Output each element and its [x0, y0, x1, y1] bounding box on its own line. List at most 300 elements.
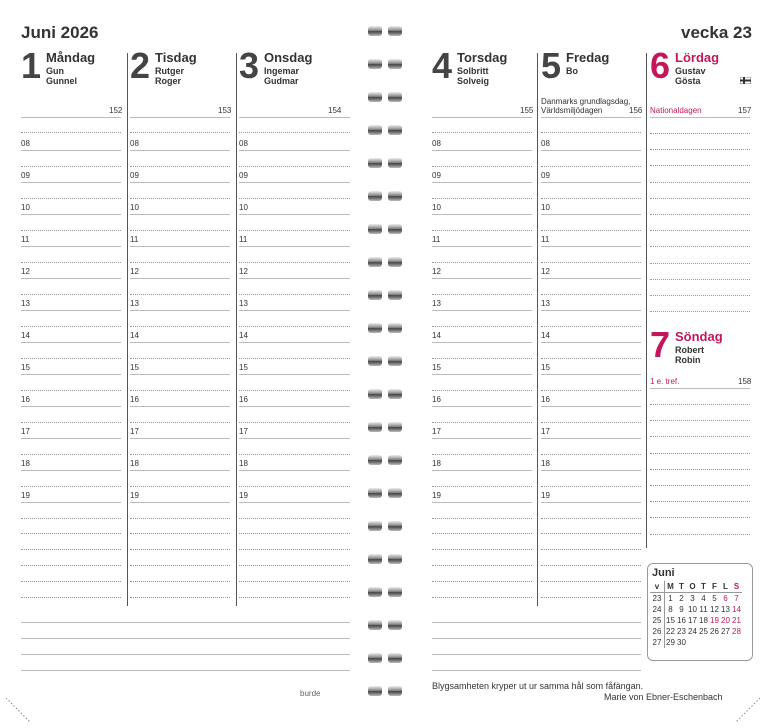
- mini-date-cell: 16: [677, 616, 686, 625]
- hour-label: 19: [432, 491, 441, 500]
- mini-date-cell: 28: [732, 627, 741, 636]
- half-hour-line: [541, 422, 641, 423]
- half-hour-line: [130, 422, 230, 423]
- half-hour-line: [21, 390, 121, 391]
- mini-date-cell: 17: [688, 616, 697, 625]
- spiral-ring: [368, 223, 404, 235]
- hour-line: [541, 246, 641, 247]
- mini-head-cell: O: [687, 581, 698, 593]
- half-hour-line: [130, 358, 230, 359]
- half-hour-line: [21, 166, 121, 167]
- spiral-ring: [368, 91, 404, 103]
- half-hour-line: [21, 262, 121, 263]
- note-line: [432, 549, 532, 550]
- day-of-year: 157: [738, 106, 752, 115]
- half-hour-line: [239, 326, 350, 327]
- half-hour-line: [541, 198, 641, 199]
- hour-label: 14: [541, 331, 550, 340]
- day-top-rule: [432, 117, 532, 118]
- hour-line: [130, 278, 230, 279]
- column-divider: [537, 53, 538, 606]
- half-hour-line: [541, 230, 641, 231]
- bottom-note-line: [432, 654, 641, 655]
- hour-label: 18: [432, 459, 441, 468]
- day-top-rule: [239, 117, 350, 118]
- day-top-rule: [21, 117, 121, 118]
- day-number: 6: [650, 45, 670, 86]
- half-hour-line: [541, 132, 641, 133]
- bottom-note-line: [21, 670, 350, 671]
- half-hour-line: [130, 262, 230, 263]
- hour-line: [130, 502, 230, 503]
- name-day-1: Robert: [675, 345, 704, 355]
- name-day-2: Roger: [155, 76, 182, 86]
- hour-line: [541, 374, 641, 375]
- day-of-year: 155: [520, 106, 534, 115]
- mini-date-cell: 19: [710, 616, 719, 625]
- note-line: [239, 533, 350, 534]
- hour-line: [432, 182, 532, 183]
- mini-date-cell: 25: [699, 627, 708, 636]
- hour-line: [432, 470, 532, 471]
- name-day-1: Ingemar: [264, 66, 300, 76]
- hour-label: 16: [432, 395, 441, 404]
- hour-line: [239, 406, 350, 407]
- half-hour-line: [130, 294, 230, 295]
- quote-author: Marie von Ebner-Eschenbach: [604, 692, 723, 702]
- column-divider: [236, 53, 237, 606]
- mini-date-cell: [698, 637, 709, 648]
- holiday-text: Nationaldagen: [650, 106, 702, 115]
- half-hour-line: [21, 486, 121, 487]
- hour-line: [541, 150, 641, 151]
- half-hour-line: [130, 230, 230, 231]
- hour-label: 10: [130, 203, 139, 212]
- half-hour-line: [432, 326, 532, 327]
- hour-label: 12: [541, 267, 550, 276]
- hour-line: [541, 278, 641, 279]
- half-hour-line: [130, 518, 230, 519]
- spiral-ring: [368, 25, 404, 37]
- day-top-rule: [650, 388, 750, 389]
- hour-label: 17: [21, 427, 30, 436]
- half-hour-line: [541, 486, 641, 487]
- note-line: [130, 581, 230, 582]
- hour-label: 11: [541, 235, 550, 244]
- note-line: [541, 565, 641, 566]
- hour-label: 18: [541, 459, 550, 468]
- note-line: [239, 597, 350, 598]
- mini-date-cell: 26: [710, 627, 719, 636]
- column-divider: [646, 53, 647, 548]
- hour-label: 17: [239, 427, 248, 436]
- hour-line: [239, 214, 350, 215]
- half-hour-line: [432, 132, 532, 133]
- hour-label: 11: [432, 235, 441, 244]
- mini-date-cell: 2: [679, 594, 684, 603]
- mini-date-cell: 14: [732, 605, 741, 614]
- half-hour-line: [130, 166, 230, 167]
- note-line: [21, 565, 121, 566]
- note-line: [650, 246, 750, 247]
- mini-calendar-title: Juni: [652, 567, 675, 579]
- mini-head-cell: M: [665, 581, 677, 593]
- half-hour-line: [130, 454, 230, 455]
- half-hour-line: [21, 518, 121, 519]
- spiral-ring: [368, 553, 404, 565]
- bottom-note-line: [432, 638, 641, 639]
- bottom-note-line: [432, 622, 641, 623]
- hour-line: [130, 310, 230, 311]
- hour-label: 19: [130, 491, 139, 500]
- hour-label: 08: [541, 139, 550, 148]
- day-name: Lördag: [675, 50, 720, 65]
- hour-line: [432, 214, 532, 215]
- mini-date-cell: 8: [668, 605, 673, 614]
- half-hour-line: [432, 358, 532, 359]
- half-hour-line: [239, 132, 350, 133]
- hour-label: 13: [239, 299, 248, 308]
- mini-date-cell: 5: [712, 594, 717, 603]
- month-year-title: Juni 2026: [21, 23, 99, 42]
- hour-line: [432, 150, 532, 151]
- day-name: Torsdag: [457, 50, 508, 65]
- hour-label: 13: [21, 299, 30, 308]
- half-hour-line: [239, 166, 350, 167]
- hour-label: 17: [541, 427, 550, 436]
- spiral-ring: [368, 685, 404, 697]
- day-number: 5: [541, 45, 561, 86]
- note-line: [650, 485, 750, 486]
- hour-label: 16: [21, 395, 30, 404]
- half-hour-line: [21, 198, 121, 199]
- mini-head-cell: T: [676, 581, 687, 593]
- quote-text: Blygsamheten kryper ut ur samma hål som fåfängan.: [432, 681, 644, 691]
- day-number: 1: [21, 45, 41, 86]
- note-line: [541, 533, 641, 534]
- hour-label: 15: [21, 363, 30, 372]
- note-line: [130, 549, 230, 550]
- hour-label: 14: [21, 331, 30, 340]
- spiral-ring: [368, 124, 404, 136]
- hour-line: [432, 246, 532, 247]
- hour-line: [239, 470, 350, 471]
- note-line: [650, 230, 750, 231]
- half-hour-line: [239, 454, 350, 455]
- half-hour-line: [432, 166, 532, 167]
- mini-date-cell: [731, 637, 742, 648]
- half-hour-line: [130, 486, 230, 487]
- name-day-2: Solveig: [457, 76, 490, 86]
- hour-line: [239, 374, 350, 375]
- spiral-ring: [368, 190, 404, 202]
- hour-line: [21, 342, 121, 343]
- mini-date-cell: 27: [721, 627, 730, 636]
- name-day-2: Gösta: [675, 76, 701, 86]
- hour-line: [21, 438, 121, 439]
- note-line: [541, 581, 641, 582]
- half-hour-line: [21, 132, 121, 133]
- note-line: [650, 469, 750, 470]
- note-line: [541, 549, 641, 550]
- hour-label: 17: [130, 427, 139, 436]
- note-line: [650, 182, 750, 183]
- half-hour-line: [21, 230, 121, 231]
- hour-label: 13: [541, 299, 550, 308]
- hour-line: [239, 342, 350, 343]
- half-hour-line: [541, 262, 641, 263]
- spiral-ring: [368, 586, 404, 598]
- day-name: Fredag: [566, 50, 610, 65]
- hour-label: 09: [239, 171, 248, 180]
- half-hour-line: [239, 358, 350, 359]
- hour-line: [21, 502, 121, 503]
- hour-label: 19: [239, 491, 248, 500]
- mini-week-cell: 25: [650, 615, 665, 626]
- hour-line: [130, 246, 230, 247]
- mini-date-cell: [709, 637, 720, 648]
- name-day-2: Gunnel: [46, 76, 77, 86]
- half-hour-line: [239, 518, 350, 519]
- spiral-ring: [368, 454, 404, 466]
- hour-label: 13: [130, 299, 139, 308]
- column-divider: [127, 53, 128, 606]
- hour-line: [541, 182, 641, 183]
- mini-date-cell: 3: [690, 594, 695, 603]
- bottom-note-line: [432, 670, 641, 671]
- hour-label: 15: [239, 363, 248, 372]
- mini-date-cell: 11: [699, 605, 708, 614]
- name-day-1: Gustav: [675, 66, 706, 76]
- mini-calendar-table: [650, 581, 742, 648]
- name-day-2: Gudmar: [264, 76, 299, 86]
- day-of-year: 156: [629, 106, 643, 115]
- half-hour-line: [239, 422, 350, 423]
- mini-calendar: [647, 563, 753, 661]
- bottom-note-line: [21, 622, 350, 623]
- half-hour-line: [432, 486, 532, 487]
- spiral-binding: [362, 0, 410, 728]
- half-hour-line: [541, 294, 641, 295]
- day-of-year: 154: [328, 106, 342, 115]
- mini-week-cell: 23: [650, 593, 665, 605]
- note-line: [650, 295, 750, 296]
- mini-date-cell: 29: [666, 638, 675, 647]
- mini-date-cell: [687, 637, 698, 648]
- hour-label: 14: [239, 331, 248, 340]
- hour-line: [541, 342, 641, 343]
- note-line: [650, 165, 750, 166]
- hour-label: 19: [21, 491, 30, 500]
- half-hour-line: [130, 390, 230, 391]
- spiral-ring: [368, 487, 404, 499]
- note-line: [21, 597, 121, 598]
- note-line: [21, 533, 121, 534]
- note-line: [650, 453, 750, 454]
- spiral-ring: [368, 322, 404, 334]
- mini-date-cell: 6: [723, 594, 728, 603]
- half-hour-line: [432, 230, 532, 231]
- hour-line: [21, 214, 121, 215]
- hour-label: 09: [541, 171, 550, 180]
- hour-label: 10: [21, 203, 30, 212]
- mini-date-cell: 21: [732, 616, 741, 625]
- hour-label: 10: [239, 203, 248, 212]
- half-hour-line: [21, 294, 121, 295]
- note-line: [650, 501, 750, 502]
- hour-line: [541, 214, 641, 215]
- spiral-ring: [368, 157, 404, 169]
- holiday-text: 1 e. tref.: [650, 377, 680, 386]
- half-hour-line: [432, 518, 532, 519]
- hour-line: [239, 150, 350, 151]
- hour-line: [130, 150, 230, 151]
- note-line: [130, 565, 230, 566]
- hour-label: 08: [239, 139, 248, 148]
- note-line: [650, 436, 750, 437]
- hour-label: 11: [239, 235, 248, 244]
- hour-label: 15: [432, 363, 441, 372]
- hour-line: [432, 342, 532, 343]
- note-line: [21, 581, 121, 582]
- hour-label: 14: [130, 331, 139, 340]
- note-line: [239, 549, 350, 550]
- half-hour-line: [432, 262, 532, 263]
- mini-date-cell: 1: [668, 594, 673, 603]
- hour-line: [21, 406, 121, 407]
- mini-date-cell: 4: [701, 594, 706, 603]
- hour-line: [239, 502, 350, 503]
- hour-line: [130, 438, 230, 439]
- hour-label: 19: [541, 491, 550, 500]
- day-name: Tisdag: [155, 50, 197, 65]
- day-number: 3: [239, 45, 259, 86]
- hour-label: 13: [432, 299, 441, 308]
- mini-head-cell: v: [650, 581, 665, 593]
- half-hour-line: [541, 326, 641, 327]
- hour-line: [21, 150, 121, 151]
- day-number: 2: [130, 45, 150, 86]
- hour-label: 15: [541, 363, 550, 372]
- hour-line: [432, 278, 532, 279]
- hour-line: [541, 310, 641, 311]
- hour-line: [21, 374, 121, 375]
- hour-line: [239, 246, 350, 247]
- half-hour-line: [239, 230, 350, 231]
- note-line: [130, 597, 230, 598]
- note-line: [541, 597, 641, 598]
- hour-label: 12: [130, 267, 139, 276]
- half-hour-line: [130, 326, 230, 327]
- mini-date-cell: 24: [688, 627, 697, 636]
- left-page: [0, 0, 372, 728]
- half-hour-line: [541, 518, 641, 519]
- mini-week-cell: 27: [650, 637, 665, 648]
- half-hour-line: [432, 198, 532, 199]
- holiday-text: Danmarks grundlagsdag, Världsmiljödagen: [541, 97, 631, 115]
- hour-label: 17: [432, 427, 441, 436]
- hour-label: 16: [239, 395, 248, 404]
- hour-line: [541, 502, 641, 503]
- note-line: [432, 597, 532, 598]
- day-number: 4: [432, 45, 452, 86]
- hour-label: 16: [130, 395, 139, 404]
- mini-week-cell: 26: [650, 626, 665, 637]
- hour-label: 08: [432, 139, 441, 148]
- name-day-1: Rutger: [155, 66, 184, 76]
- hour-label: 12: [239, 267, 248, 276]
- spiral-ring: [368, 58, 404, 70]
- spiral-ring: [368, 652, 404, 664]
- note-line: [650, 263, 750, 264]
- name-day-1: Gun: [46, 66, 64, 76]
- note-line: [650, 517, 750, 518]
- note-line: [650, 534, 750, 535]
- hour-label: 11: [21, 235, 30, 244]
- spiral-ring: [368, 355, 404, 367]
- hour-line: [541, 470, 641, 471]
- half-hour-line: [432, 390, 532, 391]
- hour-line: [239, 182, 350, 183]
- hour-label: 16: [541, 395, 550, 404]
- note-line: [130, 533, 230, 534]
- day-top-rule: [541, 117, 641, 118]
- half-hour-line: [130, 132, 230, 133]
- perforated-corner-right: [736, 698, 766, 728]
- spiral-ring: [368, 256, 404, 268]
- note-line: [650, 149, 750, 150]
- day-of-year: 152: [109, 106, 123, 115]
- swedish-flag-icon: [740, 77, 751, 84]
- note-line: [432, 565, 532, 566]
- mini-date-cell: 18: [699, 616, 708, 625]
- half-hour-line: [541, 358, 641, 359]
- hour-label: 12: [21, 267, 30, 276]
- mini-date-cell: 12: [710, 605, 719, 614]
- hour-label: 15: [130, 363, 139, 372]
- spiral-ring: [368, 421, 404, 433]
- hour-line: [432, 502, 532, 503]
- day-of-year: 158: [738, 377, 752, 386]
- hour-label: 08: [130, 139, 139, 148]
- note-line: [21, 549, 121, 550]
- hour-label: 09: [432, 171, 441, 180]
- hour-line: [239, 310, 350, 311]
- half-hour-line: [541, 166, 641, 167]
- half-hour-line: [239, 198, 350, 199]
- half-hour-line: [541, 454, 641, 455]
- mini-date-cell: 10: [688, 605, 697, 614]
- brand-logo: burde: [300, 689, 321, 698]
- hour-line: [130, 470, 230, 471]
- day-name: Söndag: [675, 329, 723, 344]
- hour-label: 09: [130, 171, 139, 180]
- hour-line: [130, 342, 230, 343]
- note-line: [432, 581, 532, 582]
- hour-line: [432, 374, 532, 375]
- half-hour-line: [239, 294, 350, 295]
- hour-line: [21, 470, 121, 471]
- hour-label: 12: [432, 267, 441, 276]
- bottom-note-line: [21, 654, 350, 655]
- hour-line: [239, 278, 350, 279]
- hour-label: 18: [130, 459, 139, 468]
- note-line: [650, 198, 750, 199]
- note-line: [239, 565, 350, 566]
- hour-line: [432, 310, 532, 311]
- hour-label: 09: [21, 171, 30, 180]
- hour-line: [21, 246, 121, 247]
